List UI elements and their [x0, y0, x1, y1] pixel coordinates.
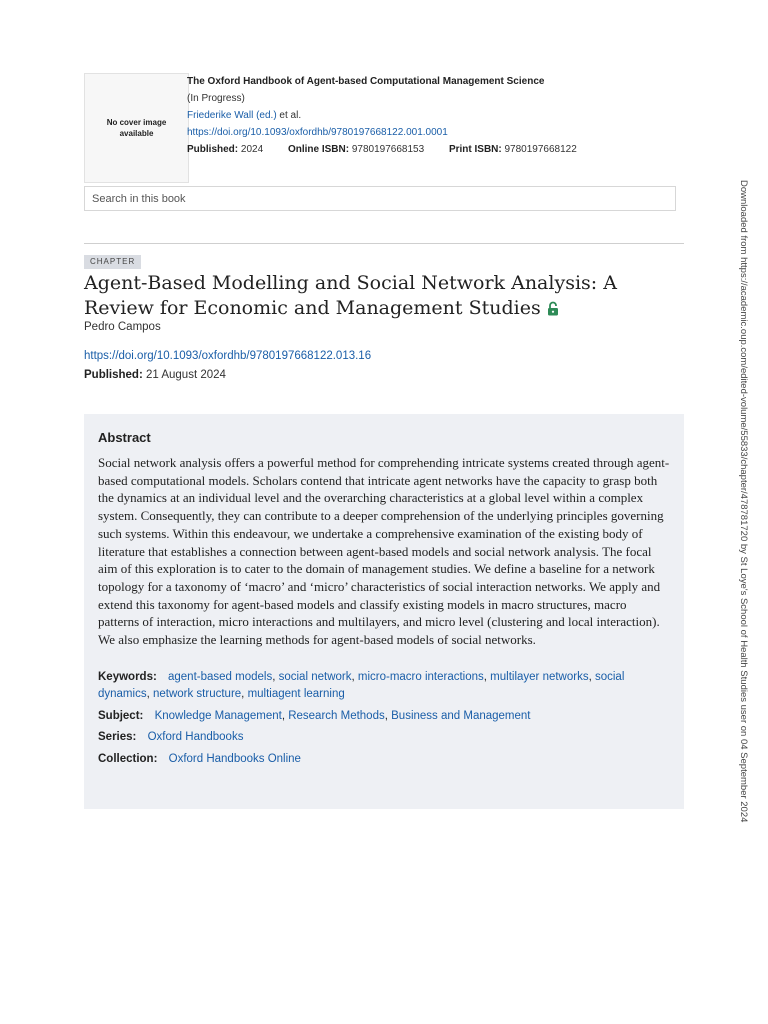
keyword-link[interactable]: network structure [152, 688, 242, 701]
chapter-title: Agent-Based Modelling and Social Network Analysis: A Review for Economic and Management Studies [84, 272, 617, 319]
keyword-link[interactable]: multiagent learning [247, 688, 345, 701]
list-separator: , [351, 670, 358, 683]
search-in-book-input[interactable]: Search in this book [84, 186, 676, 211]
book-published-value: 2024 [240, 144, 264, 155]
online-isbn-label: Online ISBN: [287, 144, 350, 155]
book-title: The Oxford Handbook of Agent-based Computational Management Science [187, 76, 545, 87]
collection-link[interactable]: Oxford Handbooks Online [168, 752, 301, 765]
book-header [84, 73, 684, 183]
book-published [187, 144, 263, 155]
list-separator: , [281, 709, 289, 722]
list-separator: , [384, 709, 392, 722]
chapter-badge: CHAPTER [84, 255, 141, 269]
chapter-metadata [98, 669, 670, 769]
print-isbn-label: Print ISBN: [448, 144, 502, 155]
keyword-link[interactable]: social network [278, 670, 352, 683]
cover-placeholder-text: No cover image available [106, 118, 167, 138]
keywords-list [98, 671, 624, 701]
book-published-label: Published: [187, 144, 239, 155]
chapter-published [84, 369, 226, 381]
keyword-link[interactable]: multilayer networks [490, 670, 589, 683]
chapter-doi-link[interactable]: https://doi.org/10.1093/oxfordhb/9780197668122.013.16 [84, 350, 372, 362]
keyword-link[interactable]: agent-based models [168, 670, 273, 683]
keywords-label: Keywords: [98, 670, 157, 683]
subject-link[interactable]: Knowledge Management [154, 709, 282, 722]
open-access-lock-icon [547, 301, 559, 316]
book-editor-row [187, 107, 687, 124]
book-editor-link[interactable]: Friederike Wall (ed.) [187, 110, 277, 121]
collection-row [98, 751, 670, 769]
abstract-heading: Abstract [98, 430, 151, 445]
book-publication-meta [187, 141, 687, 158]
book-doi-link[interactable]: https://doi.org/10.1093/oxfordhb/9780197668122.001.0001 [187, 127, 448, 138]
chapter-title-heading [84, 271, 684, 321]
subject-link[interactable]: Research Methods [288, 709, 385, 722]
subjects-list [155, 710, 531, 722]
chapter-author: Pedro Campos [84, 321, 161, 333]
chapter-published-label: Published: [84, 369, 143, 381]
section-divider [84, 243, 684, 244]
lock-keyhole [552, 311, 554, 313]
series-link[interactable]: Oxford Handbooks [147, 731, 244, 744]
list-separator: , [483, 670, 491, 683]
book-info [187, 73, 687, 158]
lock-shackle [550, 303, 556, 309]
online-isbn-value: 9780197668153 [351, 144, 425, 155]
list-separator: , [146, 688, 153, 701]
book-editor-suffix: et al. [276, 110, 302, 121]
series-label: Series: [98, 731, 137, 744]
print-isbn-value: 9780197668122 [504, 144, 577, 155]
list-separator: , [272, 670, 279, 683]
abstract-text: Social network analysis offers a powerful method for comprehending intricate systems created through agent-based computational models. Scholars contend that intricate agent networks have the capacity to grasp both the dynamics at an individual level and the overarching characteristics at a global level within a complex system. Consequently, they can contribute to a deeper comprehension of the underlying principles governing such systems. Within this endeavour, we undertake a comprehensive examination of the existing body of literature that establishes a connection between agent-based models and social network analysis. The focal aim of this exploration is to cater to the domain of management studies. We define a baseline for a network topology for a taxonomy of ‘macro’ and ‘micro’ characteristics of social interaction networks. We apply and extend this taxonomy for agent-based models and classify existing models in macro structures, macro patterns of interaction, micro interactions and multilayers, and micro level (clustering and local interaction). We also emphasize the learning methods for agent-based models of social networks. [98, 455, 670, 648]
book-print-isbn [449, 144, 577, 155]
list-separator: , [241, 688, 248, 701]
series-row [98, 729, 670, 747]
chapter-published-value: 21 August 2024 [145, 369, 226, 381]
subject-row [98, 708, 670, 726]
keyword-link[interactable]: micro-macro interactions [357, 670, 484, 683]
subject-link[interactable]: Business and Management [391, 709, 531, 722]
list-separator: , [588, 670, 595, 683]
collection-label: Collection: [98, 752, 158, 765]
book-online-isbn [288, 144, 424, 155]
download-watermark: Downloaded from https://academic.oup.com/edited-volume/55833/chapter/478781720 by St Loye's School of Health Studies user on 04 September 2024 [738, 180, 749, 823]
abstract-section [84, 414, 684, 809]
keyword-link[interactable]: social dynamics [98, 670, 625, 701]
book-cover-placeholder [84, 73, 189, 183]
book-doi-row [187, 124, 687, 141]
subject-label: Subject: [98, 709, 144, 722]
book-status: (In Progress) [187, 93, 245, 104]
keywords-row [98, 669, 670, 704]
